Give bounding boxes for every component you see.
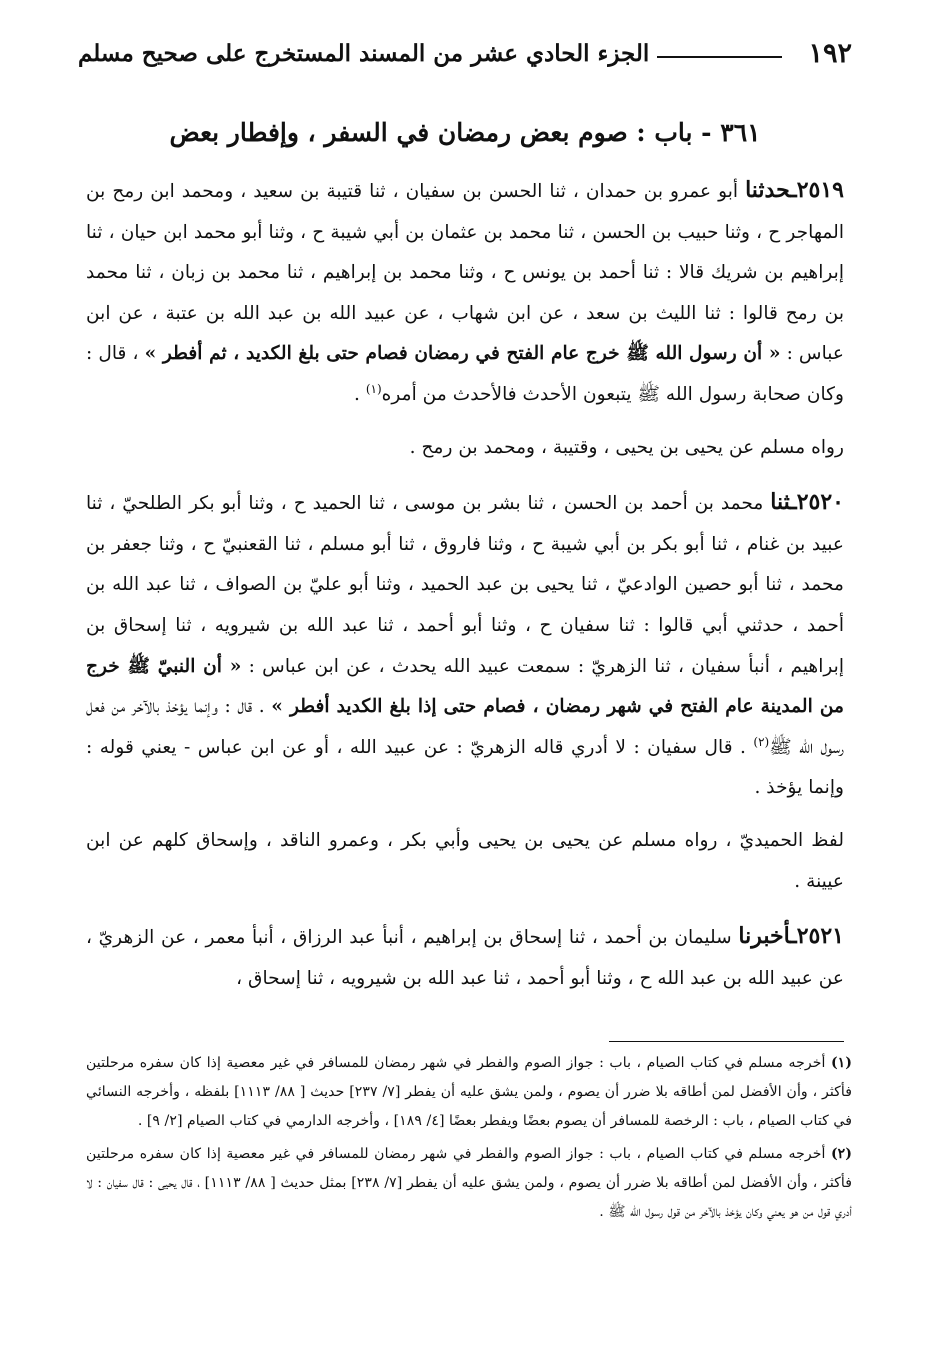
hadith-number: ٢٥٢١ـ: [790, 923, 844, 950]
header-rule: [657, 56, 782, 58]
footnote-ref[interactable]: (١): [365, 381, 382, 396]
transmission-keyword: حدثنا: [745, 177, 791, 203]
matn: « أن رسول الله ﷺ خرج عام الفتح في رمضان فصام حتى بلغ الكديد ، ثم أفطر »: [144, 343, 781, 365]
hadith-number: ٢٥١٩ـ: [790, 177, 844, 203]
footnote-ref[interactable]: (٢): [753, 734, 770, 749]
narration-note: لفظ الحميديّ ، رواه مسلم عن يحيى بن يحيى وأبي بكر ، وعمرو الناقد ، وإسحاق كلهم عن ابن عيينة .: [86, 829, 844, 892]
hadith-tail-end: .: [353, 383, 366, 405]
hadith-2520: [86, 482, 844, 809]
footnote-text: أخرجه مسلم في كتاب الصيام ، باب : جواز الصوم والفطر في شهر رمضان للمسافر في غير معصية إذا كان سفره مرحلتين فأكثر ، وأن الأفضل لمن أطاقه بلا ضرر أن يصوم ، ولمن يشق عليه أن يفطر [٧/ ٢٣٧] حديث [ ٨٨/ ١١١٣] بلفظه ، وأخرجه النسائي في كتاب الصيام ، باب : الرخصة للمسافر أن يصوم بعضًا ويفطر بعضًا [٤/ ١٨٩] ، وأخرجه الدارمي في كتاب الصيام [٢/ ٩] .: [86, 1055, 852, 1129]
footnote-label: (١): [830, 1055, 852, 1071]
footnote-label: (٢): [830, 1146, 852, 1162]
running-header: [78, 26, 852, 74]
footnotes: [86, 1049, 852, 1231]
hadith-tail-end: . قال سفيان : لا أدري قاله الزهريّ : عن عبيد الله ، أو عن ابن عباس - يعني قوله : وإنما يؤخذ .: [86, 736, 844, 799]
footnote-1: [86, 1049, 852, 1136]
running-title: الجزء الحادي عشر من المسند المستخرج على صحيح مسلم: [78, 40, 650, 67]
hadith-tail: . قال : وإنما يؤخذ بالآخر من فعل رسول الله ﷺ: [86, 696, 844, 758]
transmission-keyword: أخبرنا: [738, 923, 791, 950]
main-text: [86, 170, 844, 999]
hadith-number: ٢٥٢٠ـ: [790, 489, 844, 516]
hadith-2521: [86, 916, 844, 999]
chapter-heading: ٣٦١ - باب : صوم بعض رمضان في السفر ، وإفطار بعض: [169, 118, 761, 147]
hadith-2519: [86, 170, 844, 416]
hadith-tail: ، قال : وكان صحابة رسول الله ﷺ يتبعون الأحدث فالأحدث من أمره: [86, 343, 844, 405]
narration-note: رواه مسلم عن يحيى بن يحيى ، وقتيبة ، ومحمد بن رمح .: [409, 436, 844, 458]
isnad: سليمان بن أحمد ، ثنا إسحاق بن إبراهيم ، أنبأ عبد الرزاق ، أنبأ معمر ، عن الزهريّ ، عن عبيد الله بن عبد الله ح ، وثنا أبو أحمد ، ثنا عبد الله بن شيرويه ، ثنا إسحاق ،: [86, 927, 844, 989]
transmission-keyword: ثنا: [770, 489, 791, 516]
matn: « أن النبيّ ﷺ خرج من المدينة عام الفتح في شهر رمضان ، فصام حتى إذا بلغ الكديد أفطر »: [86, 655, 844, 718]
page-number: ١٩٢: [808, 38, 852, 69]
footnote-2: [86, 1140, 852, 1227]
footnote-text: أخرجه مسلم في كتاب الصيام ، باب : جواز الصوم والفطر في شهر رمضان للمسافر في غير معصية إذا كان سفره مرحلتين فأكثر ، وأن الأفضل لمن أطاقه بلا ضرر أن يصوم ، ولمن يشق عليه أن يفطر [٧/ ٢٣٨] بمثل حديث [ ٨٨/ ١١١٣] ، قال يحيى : قال سفيان : لا أدري قول من هو يعني وكان يؤخذ بالآخر من قول رسول الله ﷺ .: [86, 1146, 852, 1220]
isnad: محمد بن أحمد بن الحسن ، ثنا بشر بن موسى ، ثنا الحميد ح ، وثنا أبو بكر الطلحيّ ، ثنا عبيد بن غنام ، ثنا أبو بكر بن أبي شيبة ح ، وثنا فاروق ، ثنا أبو مسلم ، ثنا القعنبيّ ح ، وثنا جعفر بن محمد ، ثنا أبو حصين الوادعيّ ، ثنا يحيى بن عبد الحميد ، وثنا أبو عليّ بن الصواف ، ثنا عبد الله بن أحمد ، حدثني أبي قالوا : ثنا سفيان ح ، وثنا أبو أحمد ، ثنا عبد الله بن شيرويه ، ثنا إسحاق بن إبراهيم ، أنبأ سفيان ، ثنا الزهريّ : سمعت عبيد الله يحدث ، عن ابن عباس :: [86, 493, 844, 677]
footnote-separator: [609, 1041, 844, 1042]
isnad: أبو عمرو بن حمدان ، ثنا الحسن بن سفيان ، ثنا قتيبة بن سعيد ، ومحمد ابن رمح بن المهاجر ح ، وثنا حبيب بن الحسن ، ثنا محمد بن عثمان بن أبي شيبة ح ، وثنا أبو محمد ابن حيان ، ثنا إبراهيم بن شريك قالا : ثنا أحمد بن يونس ح ، وثنا محمد بن إبراهيم ، ثنا محمد بن زبان ، ثنا محمد بن رمح قالوا : ثنا الليث بن سعد ، عن ابن شهاب ، عن عبيد الله بن عبد الله بن عتبة ، عن ابن عباس :: [86, 181, 845, 365]
